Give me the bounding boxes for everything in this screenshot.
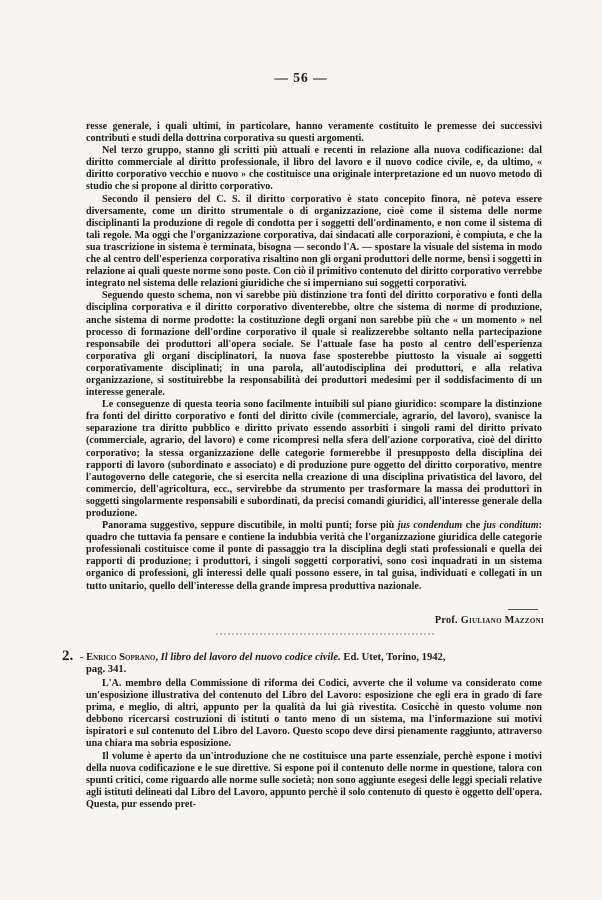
paragraph	[86, 520, 542, 593]
text-run: Panorama suggestivo, seppure discutibile, in molti punti; forse più	[102, 520, 398, 532]
author-signature	[86, 615, 544, 626]
review-title: Il libro del lavoro del nuovo codice civile.	[160, 652, 341, 663]
italic-term: jus conditum	[483, 520, 539, 532]
signature-prefix: Prof.	[434, 615, 461, 626]
paragraph: L'A. membro della Commissione di riforma dei Codici, avverte che il volume va considerato come un'esposizione illustrativa del contenuto del Libro del Lavoro: esposizione che egli era in grado di fare prima, e meglio, di altri, appunto per la qualità da lui già rivestita. Cosicchè in questo volume non debbono ricercarsi costruzioni di istituti o tanto meno di un sistema, ma l'informazione sui motivi ispiratori e sul contenuto del Libro del Lavoro. Questo scopo deve dirsi pienamente raggiunto, attraverso una chiara ma sobria esposizione.	[86, 678, 542, 750]
paragraph: Seguendo questo schema, non vi sarebbe più distinzione tra fonti del diritto corporativo e fonti della disciplina corporativa e il diritto corporativo diventerebbe, oltre che sistema di norme di produzione, anche sistema di norme prodotte: la costituzione degli organi non sarebbe più che « un momento » nel processo di formazione dell'ordine corporativo il quale si realizzerebbe soltanto nella partecipazione responsabile dei produttori all'opera sociale. Se l'attuale fase ha posto al centro dell'esperienza corporativa gli organi disciplinatori, la nuova fase sposterebbe piuttosto la visuale ai soggetti corporativamente disciplinati; in una parola, all'autodisciplina dei produttori, e alla relativa organizzazione, si sostituirebbe la responsabilità dei produttori medesimi per il soddisfacimento di un interesse generale.	[86, 290, 542, 399]
review-author: - Enrico Soprano,	[79, 652, 159, 663]
text-run: che	[462, 520, 484, 532]
page-number: — 56 —	[274, 70, 328, 85]
paragraph: Il volume è aperto da un'introduzione che ne costituisce una parte essenziale, perchè espone i motivi della nuova codificazione e le sue direttive. Si espone poi il contenuto delle norme in questione, talora con spunti critici, come riguardo alle norme sulle società; non sono aggiunte esegesi delle leggi speciali relative agli istituti delineati dal Libro del Lavoro, appunto perchè il solo contenuto di questo è oggetto dell'opera. Questa, pur essendo pret-	[86, 750, 542, 810]
dotted-separator	[215, 632, 435, 636]
paragraph: Nel terzo gruppo, stanno gli scritti più attuali e recenti in relazione alla nuova codificazione: dal diritto commerciale al diritto professionale, il libro del lavoro e il nuovo codice civile, e, da ultimo, « diritto corporativo vecchio e nuovo » che costituisce una originale interpretazione ed un nuovo metodo di studio che si propone al diritto corporativo.	[86, 145, 542, 193]
divider-dash	[508, 609, 538, 610]
signature-name: Giuliano Mazzoni	[460, 615, 544, 626]
review-1-body	[86, 121, 542, 593]
paragraph: Le conseguenze di questa teoria sono facilmente intuibili sul piano giuridico: scompare la distinzione fra fonti del diritto corporativo e fonti del diritto civile (commerciale, agrario, del lavoro), svanisce la separazione tra diritto pubblico e diritto privato essendo assorbiti i singoli rami del diritto privato (commerciale, agrario, del lavoro) e come ricompresi nella sfera dell'azione corporativa, cioè del diritto corporativo; la stessa organizzazione delle categorie formerebbe il presupposto della disciplina dei rapporti di lavoro (subordinato e associato) e di produzione pure oggetto del diritto corporativo, mentre l'autogoverno delle categorie, che si esercita nella creazione di una disciplina privatistica del lavoro, del commercio, dell'agricoltura, ecc., servirebbe da strumento per trasformare la massa dei produttori in soggetti singolarmente responsabili e subordinati, da precisi comandi giuridici, all'interesse generale della produzione.	[86, 399, 542, 519]
italic-term: jus condendum	[397, 520, 463, 532]
review-number: 2.	[62, 648, 74, 664]
review-publisher: Ed. Utet, Torino, 1942,	[340, 652, 446, 663]
paragraph: resse generale, i quali ultimi, in particolare, hanno veramente costituito le premesse dei successivi contributi e studi della dottrina corporativa su questi argomenti.	[86, 121, 542, 145]
review-2-heading	[62, 650, 544, 676]
review-pages: pag. 341.	[86, 664, 127, 675]
review-2-body	[86, 678, 542, 811]
text-run: : quadro che tuttavia fa pensare e contiene la indubbia verità che l'organizzazione giuridica delle categorie professionali costituisce come il ponte di passaggio tra la disciplina degli stati professionali e quella dei rapporti di produzione; i produttori, i singoli soggetti corporativi, sono così inquadrati in un sistema organico di professioni, gli interessi delle quali possono essere, in tal guisa, individuati e collegati in un tutto unitario, quello dell'interesse della grande impresa produttiva nazionale.	[86, 520, 542, 592]
paragraph: Secondo il pensiero del C. S. il diritto corporativo è stato concepito finora, nè poteva essere diversamente, come un diritto strumentale o di organizzazione, cioè come il sistema delle norme disciplinanti la produzione di regole di condotta per i soggetti dell'ordinamento, e non come il sistema di tali regole. Ma oggi che l'organizzazione corporativa, dai sindacati alle corporazioni, è compiuta, e che la sua trascrizione in sistema è terminata, bisogna — secondo l'A. — spostare la visuale del sistema in modo che al centro dell'esperienza corporativa risaltino non gli organi produttori delle norme, bensì i soggetti in relazione ai quali queste norme sono poste. Con ciò il primitivo contenuto del diritto corporativo verrebbe integrato nel sistema delle relazioni giuridiche che si imperniano sui soggetti corporativi.	[86, 193, 542, 290]
